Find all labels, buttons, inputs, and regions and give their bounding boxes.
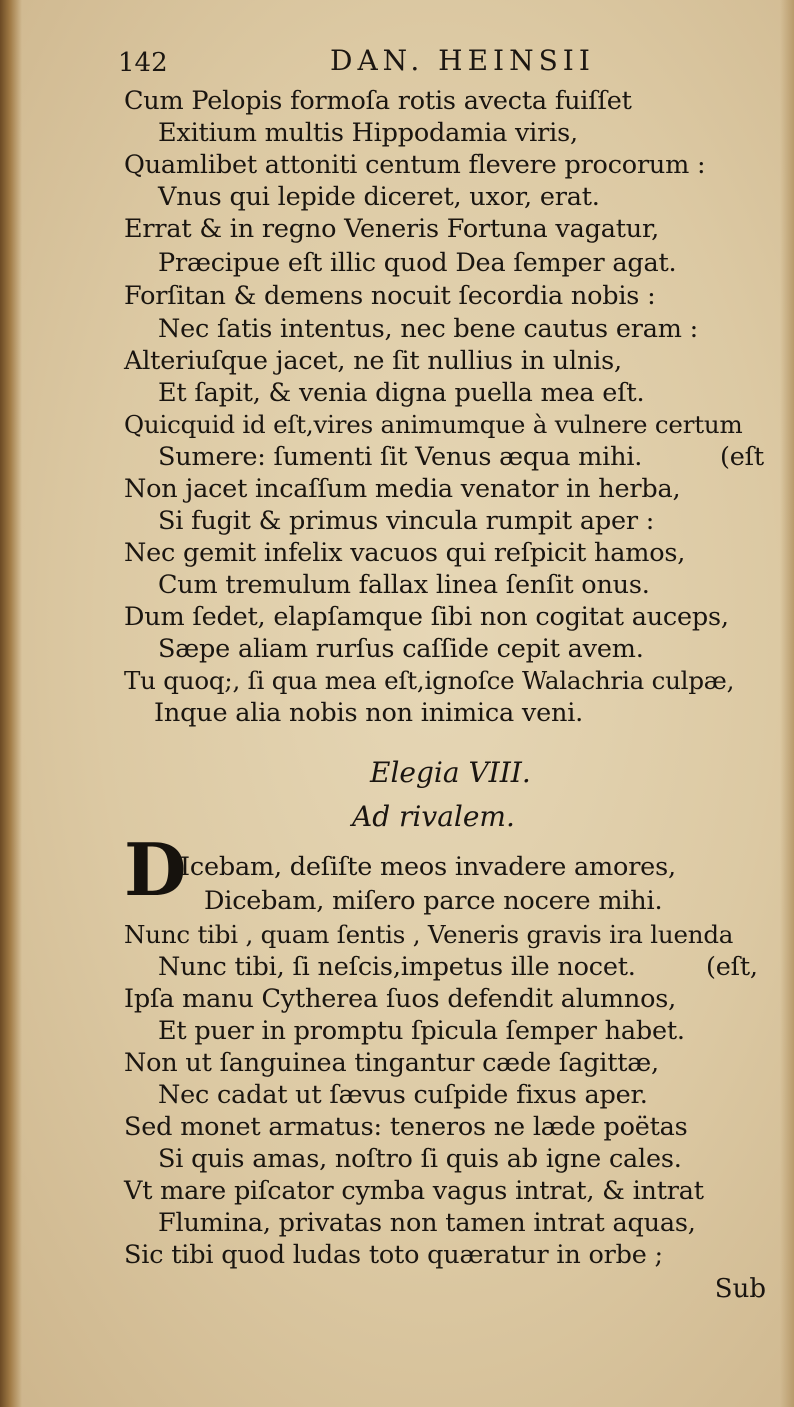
verse-line: Quicquid id eſt,vires animumque à vulnere certum xyxy=(124,410,743,439)
verse-line: Præcipue eſt illic quod Dea ſemper agat. xyxy=(158,248,677,278)
verse-line: Si quis amas, noſtro ſi quis ab igne cales. xyxy=(158,1144,682,1174)
page-header xyxy=(118,44,618,84)
verse-line: Nec cadat ut ſævus cuſpide fixus aper. xyxy=(158,1080,648,1110)
verse-line: Sed monet armatus: teneros ne lædе poëtas xyxy=(124,1112,688,1142)
verse-line: Dum ſedet, elapſamque ſibi non cogitat auceps, xyxy=(124,602,729,632)
verse-line: Exitium multis Hippodamia viris, xyxy=(158,118,578,148)
verse-line: Nec gemit infelix vacuos qui reſpicit hamos, xyxy=(124,538,686,568)
verse-line: Forſitan & demens nocuit ſecordia nobis : xyxy=(124,281,656,311)
verse-line: Cum Pelopis formoſa rotis avecta fuiſſet xyxy=(124,86,632,116)
verse-line: Ipſa manu Cytherea ſuos defendit alumnos, xyxy=(124,984,677,1014)
verse-line: Non jacet incaſſum media venator in herba, xyxy=(124,474,681,504)
drop-cap: D xyxy=(124,827,187,912)
verse-line: Tu quoq;, ſi qua mea eſt,ignoſce Walachria culpæ, xyxy=(124,666,735,695)
verse-line: Nunc tibi, ſi neſcis,impetus ille nocet. xyxy=(158,952,636,982)
verse-line: Dicebam, miſero parce nocere mihi. xyxy=(204,886,663,916)
verse-line: Errat & in regno Veneris Fortuna vagatur, xyxy=(124,214,660,244)
verse-line: Inque alia nobis non inimica veni. xyxy=(154,698,584,728)
elegy-subtitle: Ad rivalem. xyxy=(352,800,515,833)
verse-line: Et ſapit, & venia digna puella mea eſt. xyxy=(158,378,645,408)
turnover-fragment: (eſt xyxy=(720,442,764,472)
verse-line: Icebam, deſiſte meos invadere amores, xyxy=(180,852,676,882)
verse-line: Sumere: ſumenti ſit Venus æqua mihi. xyxy=(158,442,643,472)
verse-line: Sic tibi quod ludas toto quæratur in orbe ; xyxy=(124,1240,663,1270)
elegy-title: Elegia VIII. xyxy=(370,756,531,789)
verse-line: Vt mare piſcator cymba vagus intrat, & intrat xyxy=(124,1176,704,1206)
running-head: DAN. HEINSII xyxy=(330,44,595,77)
verse-line: Nunc tibi , quam ſentis , Veneris gravis ira luenda xyxy=(124,920,734,949)
page-number: 142 xyxy=(118,48,168,78)
verse-line: Cum tremulum fallax linea ſenſit onus. xyxy=(158,570,650,600)
page-gutter-shadow xyxy=(0,0,22,1407)
verse-line: Et puer in promptu ſpicula ſemper habet. xyxy=(158,1016,685,1046)
verse-line: Si fugit & primus vincula rumpit aper : xyxy=(158,506,655,536)
verse-line: Nec ſatis intentus, nec bene cautus eram : xyxy=(158,314,698,344)
page-edge-shadow xyxy=(780,0,794,1407)
verse-line: Alteriuſque jacet, ne ſit nullius in ulnis, xyxy=(124,346,622,376)
verse-line: Vnus qui lepide diceret, uxor, erat. xyxy=(158,182,600,212)
verse-line: Quamlibet attoniti centum flevere procorum : xyxy=(124,150,706,180)
verse-line: Sæpe aliam rurſus caſſide cepit avem. xyxy=(158,634,644,664)
catchword: Sub xyxy=(714,1274,766,1304)
verse-line: Flumina, privatas non tamen intrat aquas, xyxy=(158,1208,696,1238)
verse-line: Non ut ſanguinea tingantur cæde ſagittæ, xyxy=(124,1048,659,1078)
turnover-fragment: (eſt, xyxy=(706,952,758,982)
